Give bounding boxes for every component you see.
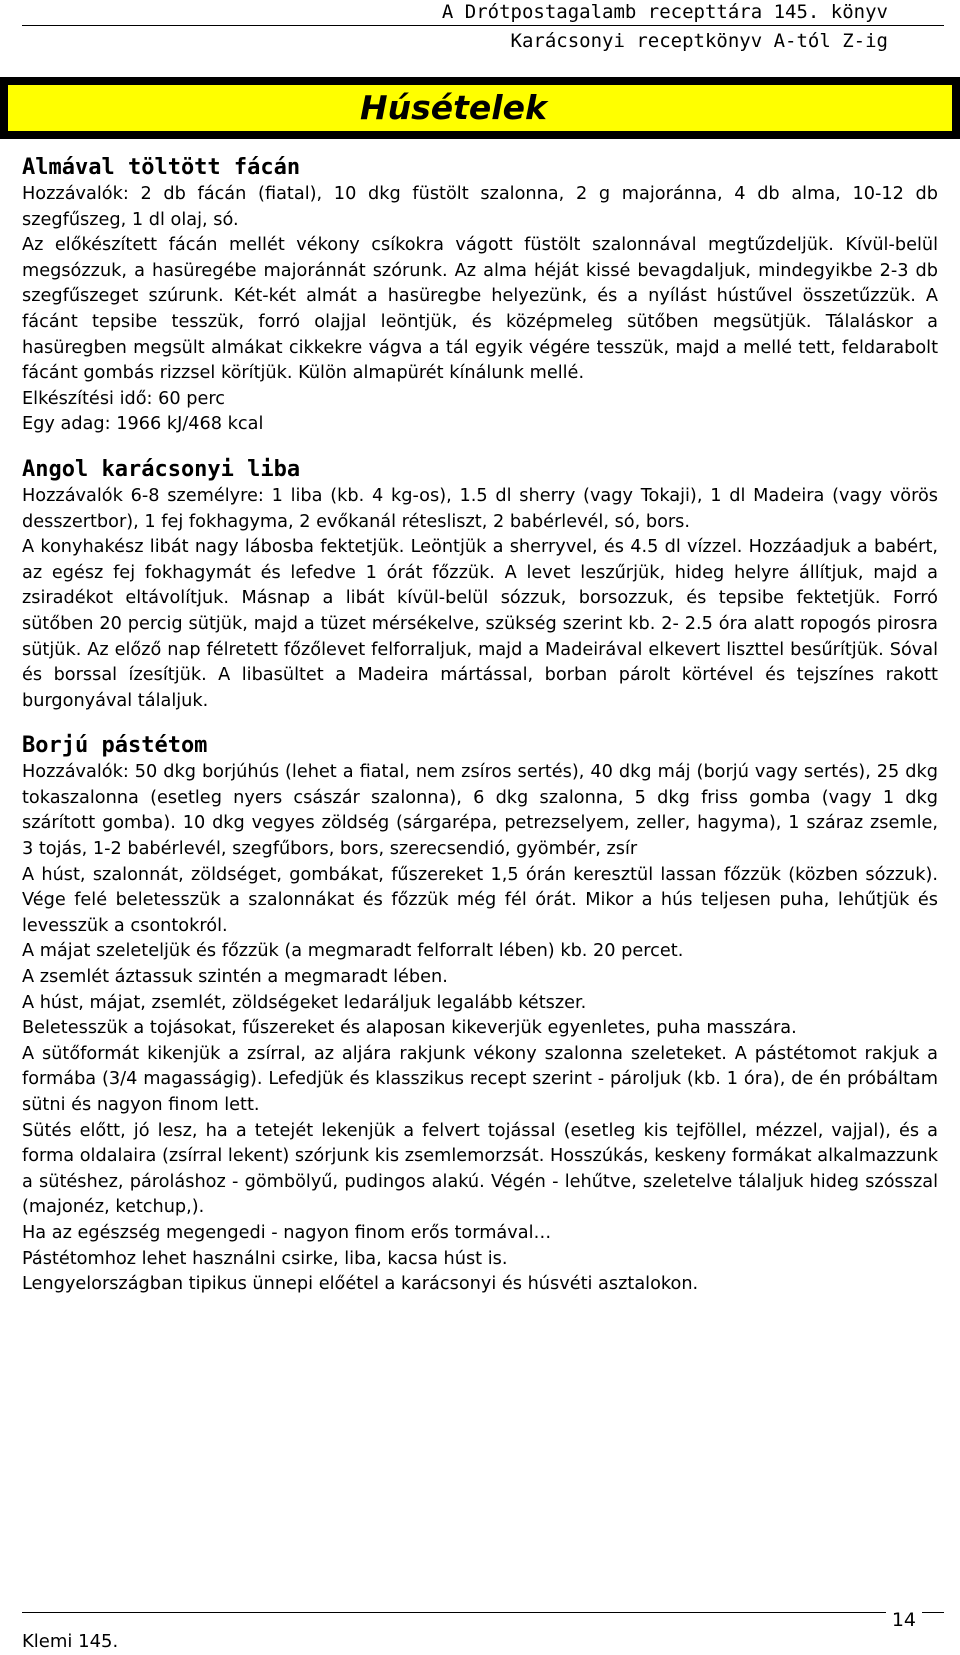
method-paragraph: A konyhakész libát nagy lábosba fektetjük. Leöntjük a sherryvel, és 4.5 dl vízzel. Hozzáadjuk a babért, az egész fej fokhagymát és lefedve 1 órát főzzük. A levet leszűrjük, hideg helyre állítjuk, majd a zsiradékot eltávolítjuk. Másnap a libát kívül-belül sózzuk, borsozzuk, és tepsibe fektetjük. Forró sütőben 20 percig sütjük, majd a tüzet mérsékelve, szükség szerint kb. 2- 2.5 óra alatt ropogós pirosra sütjük. Az előző nap félretett főzőlevet felforraljuk, majd a Madeirával elkevert liszttel besűrítjük. Sóval és borssal ízesítjük. A libasültet a Madeira mártással, borban párolt körtével és tejszínes rakott burgonyával tálaljuk.: [22, 537, 938, 711]
page-footer: [22, 1609, 944, 1652]
page-number: 14: [886, 1609, 922, 1631]
serving-note: Ha az egészség megengedi - nagyon finom erős tormával…: [22, 1222, 552, 1243]
method-paragraph: A húst, szalonnát, zöldséget, gombákat, fűszereket 1,5 órán keresztül lassan főzzük (közben sózzuk). Vége felé beletesszük a szalonnákat és főzzük még fél órát. Mikor a hús teljesen puha, lehűtjük és levesszük a csontokról.: [22, 864, 938, 936]
book-subtitle: Karácsonyi receptkönyv A-tól Z-ig: [510, 30, 888, 52]
recipe-title: Borjú pástétom: [22, 733, 208, 759]
method-paragraph: Sütés előtt, jó lesz, ha a tetejét lekenjük a felvert tojással (esetleg kis tejföllel, mézzel, vajjal), és a forma oldalaira (zsírral lekent) szórjunk kis zsemlemorzsát. Hosszúkás, keskeny formákat alkalmazzunk a sütéshez, pároláshoz - gömbölyű, pudingos alakú. Végén - lehűtve, szeletelve tálaljuk hideg szósszal (majonéz, ketchup,).: [22, 1120, 938, 1218]
recipe-angol-karacsonyi-liba: [22, 456, 938, 714]
recipe-borju-pastetom: [22, 732, 938, 1297]
serving-note: Pástétomhoz lehet használni csirke, liba, kacsa húst is.: [22, 1248, 508, 1269]
method-paragraph: A sütőformát kikenjük a zsírral, az aljára rakjunk vékony szalonna szeleteket. A pástétomot rakjuk a formába (3/4 magasságig). Lefedjük és klasszikus recept szerint - pároljuk (kb. 1 óra), de én próbáltam sütni és nagyon finom lett.: [22, 1043, 938, 1115]
section-banner-fill: [6, 83, 954, 133]
method-paragraph: Beletesszük a tojásokat, fűszereket és alaposan kikeverjük egyenletes, puha masszára.: [22, 1018, 797, 1039]
ingredients-paragraph: Hozzávalók 6-8 személyre: 1 liba (kb. 4 kg-os), 1.5 dl sherry (vagy Tokaji), 1 dl Madeira (vagy vörös desszertbor), 1 fej fokhagyma, 2 evőkanál rétesliszt, 2 babérlevél, só, bors.: [22, 485, 938, 532]
section-title: Húsételek: [360, 88, 547, 127]
recipe-title: Angol karácsonyi liba: [22, 456, 301, 482]
section-banner: [0, 77, 960, 139]
prep-time: Elkészítési idő: 60 perc: [22, 388, 225, 409]
serving-note: Lengyelországban tipikus ünnepi előétel a karácsonyi és húsvéti asztalokon.: [22, 1274, 699, 1295]
method-paragraph: Az előkészített fácán mellét vékony csíkokra vágott füstölt szalonnával megtűzdeljük. Kívül-belül megsózzuk, a hasüregébe majoránnát szórunk. Az alma héját kissé bevagdaljuk, mindegyikbe 2-3 db szegfűszeget szúrunk. Két-két almát a hasüregbe helyezünk, és a nyílást hústűvel összetűzzük. A fácánt tepsibe tesszük, forró olajjal leöntjük, és középmeleg sütőben megsütjük. Tálaláskor a hasüregben megsült almákat cikkekre vágva a tál egyik végére tesszük, majd a mellé tett, feldarabolt fácánt gombás rizzsel körítjük. Külön almapürét kínálunk mellé.: [22, 235, 938, 384]
recipe-almaval-toltott-facan: [22, 154, 938, 438]
recipe-title: Almával töltött fácán: [22, 155, 301, 180]
header-divider: [22, 25, 944, 26]
nutrition-info: Egy adag: 1966 kJ/468 kcal: [22, 414, 264, 435]
page-content: [22, 154, 938, 1298]
method-paragraph: A húst, májat, zsemlét, zöldségeket ledaráljuk legalább kétszer.: [22, 992, 587, 1013]
ingredients-paragraph: Hozzávalók: 2 db fácán (fiatal), 10 dkg füstölt szalonna, 2 g majoránna, 4 db alma, 10-12 db szegfűszeg, 1 dl olaj, só.: [22, 184, 938, 230]
page-header: [22, 0, 944, 53]
footer-author: Klemi 145.: [22, 1631, 119, 1652]
book-title: A Drótpostagalamb recepttára 145. könyv: [441, 1, 888, 23]
method-paragraph: A májat szeleteljük és főzzük (a megmaradt felforralt lében) kb. 20 percet.: [22, 941, 684, 962]
ingredients-paragraph: Hozzávalók: 50 dkg borjúhús (lehet a fiatal, nem zsíros sertés), 40 dkg máj (borjú vagy sertés), 25 dkg tokaszalonna (esetleg nyers császár szalonna), 6 dkg szalonna, 5 dkg friss gomba (vagy 1 dkg szárított gomba). 10 dkg vegyes zöldség (sárgarépa, petrezselyem, zeller, hagyma), 1 száraz zsemle, 3 tojás, 1-2 babérlevél, szegfűbors, bors, szerecsendió, gyömbér, zsír: [22, 762, 938, 860]
method-paragraph: A zsemlét áztassuk szintén a megmaradt lében.: [22, 967, 448, 988]
